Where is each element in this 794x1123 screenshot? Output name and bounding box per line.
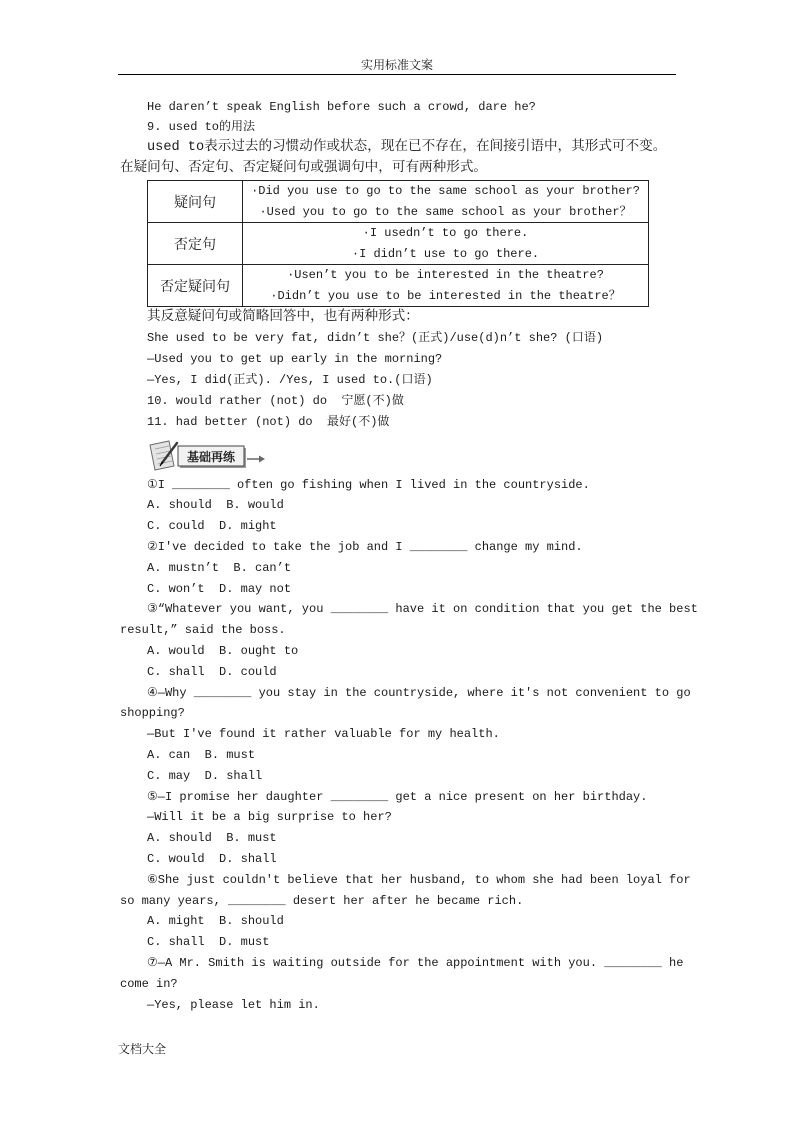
question-stem-line (120, 953, 720, 974)
question-stem-line (120, 683, 720, 704)
option-a: A. should (147, 831, 212, 846)
page-footer-text: 文档大全 (118, 1042, 167, 1056)
option-b: B. must (226, 831, 277, 846)
options-row (120, 828, 720, 849)
option-c: C. may (147, 768, 191, 783)
dialogue-reply: —Yes, please let him in. (147, 997, 320, 1012)
option-c: C. would (147, 851, 205, 866)
option-a: A. mustn’t (147, 560, 220, 575)
header-divider (118, 74, 676, 75)
options-row (120, 558, 720, 579)
option-c: C. won’t (147, 581, 205, 596)
question-stem-continuation: shopping? (120, 706, 185, 721)
options-row (120, 495, 720, 516)
option-b: B. would (226, 498, 284, 513)
dialogue-line: —Used you to get up early in the morning? (147, 352, 443, 367)
option-a: A. should (147, 498, 212, 513)
option-a: A. might (147, 914, 205, 929)
note-line: 其反意疑问句或简略回答中，也有两种形式： (147, 309, 419, 325)
option-a: A. can (147, 747, 191, 762)
question-stem-text: “Whatever you want, you ________ have it on condition that you get the best (157, 602, 698, 617)
question-stem-line (120, 537, 720, 558)
option-d: D. shall (204, 768, 263, 783)
option-d: D. might (219, 519, 277, 534)
question-stem-line (120, 787, 720, 808)
options-row (120, 849, 720, 870)
option-c: C. shall (147, 664, 205, 679)
explanation-line: used to表示过去的习惯动作或状态，现在已不存在，在间接引语中，其形式可不变。 (147, 140, 667, 156)
notebook-pen-icon (150, 441, 177, 470)
option-b: B. ought to (219, 643, 299, 658)
example-line: ·Used you to go to the same school as your brother？ (259, 204, 632, 219)
explanation-line: 在疑问句、否定句、否定疑问句或强调句中，可有两种形式。 (120, 160, 488, 176)
dialogue-reply: —Will it be a big surprise to her? (147, 810, 392, 825)
question-stem-continuation: result,” said the boss. (120, 623, 286, 638)
example-line: ·Didn’t you use to be interested in the theatre？ (270, 288, 621, 303)
question-number: ⑦ (147, 955, 158, 970)
sentence-type-cell: 疑问句 (148, 181, 243, 222)
arrow-right-icon (247, 456, 265, 463)
grammar-intro (120, 97, 720, 180)
example-line: ·I usedn’t to go there. (362, 226, 529, 240)
table-row (148, 264, 648, 306)
example-line: ·I didn’t use to go there. (351, 246, 540, 261)
section-heading-had-better: 11. had better (not) do 最好(不)做 (147, 414, 390, 429)
examples-cell (243, 265, 648, 306)
dialogue-line: —Yes, I did(正式). /Yes, I used to.(口语) (147, 372, 433, 387)
note-line: She used to be very fat, didn’t she？(正式)/use(d)n’t she? (口语) (147, 331, 604, 346)
options-row (120, 662, 720, 683)
example-line: ·Usen’t you to be interested in the theatre? (287, 268, 604, 282)
question-number: ④ (147, 685, 158, 700)
options-row (120, 745, 720, 766)
question-stem-text: She just couldn't believe that her husband, to whom she had been loyal for (157, 872, 691, 887)
exercise-banner (147, 439, 267, 471)
table-row (148, 181, 648, 222)
question-stem-line (120, 870, 720, 891)
option-b: B. must (204, 747, 256, 762)
question-stem-text: —A Mr. Smith is waiting outside for the appointment with you. ________ he (157, 955, 684, 970)
options-row (120, 579, 720, 600)
question-number: ③ (147, 602, 158, 617)
option-d: D. could (219, 664, 277, 679)
question-number: ⑥ (147, 872, 158, 887)
options-row (120, 516, 720, 537)
question-stem-text: —Why ________ you stay in the countryside, where it's not convenient to go (157, 685, 691, 700)
question-stem-text: I ________ often go fishing when I lived in the countryside. (157, 477, 590, 492)
used-to-forms-table (147, 180, 649, 307)
options-row (120, 641, 720, 662)
question-stem-continuation: so many years, ________ desert her after he became rich. (120, 893, 524, 908)
examples-cell (243, 181, 648, 222)
options-row (120, 932, 720, 953)
exercise-banner-graphic (147, 439, 267, 471)
grammar-notes (120, 308, 720, 433)
option-d: D. shall (219, 851, 277, 866)
option-a: A. would (147, 643, 205, 658)
option-c: C. shall (147, 935, 205, 950)
option-b: B. should (219, 914, 284, 929)
option-b: B. can’t (233, 560, 292, 575)
question-number: ⑤ (147, 789, 158, 804)
option-d: D. may not (219, 581, 292, 596)
dialogue-reply: —But I've found it rather valuable for my health. (147, 727, 500, 742)
exercise-questions (120, 475, 720, 1016)
section-heading-would-rather: 10. would rather (not) do 宁愿(不)做 (147, 393, 404, 408)
question-number: ① (147, 477, 158, 492)
examples-cell (243, 223, 648, 264)
page-header-title: 实用标准文案 (360, 58, 433, 72)
section-heading-used-to: 9. used to的用法 (147, 120, 256, 135)
example-sentence: He daren’t speak English before such a crowd, dare he? (147, 99, 536, 114)
question-stem-continuation: come in? (120, 976, 178, 991)
options-row (120, 911, 720, 932)
sentence-type-cell: 否定句 (148, 223, 243, 264)
question-stem-line (120, 599, 720, 620)
banner-label-box (178, 446, 246, 468)
sentence-type-cell: 否定疑问句 (148, 265, 243, 306)
question-stem-text: —I promise her daughter ________ get a nice present on her birthday. (157, 789, 648, 804)
question-stem-line (120, 475, 720, 496)
question-stem-text: I've decided to take the job and I ________ change my mind. (157, 539, 583, 554)
banner-label: 基础再练 (186, 450, 236, 464)
question-number: ② (147, 539, 158, 554)
example-line: ·Did you use to go to the same school as your brother? (251, 184, 640, 198)
option-d: D. must (219, 935, 270, 950)
table-row (148, 222, 648, 264)
option-c: C. could (147, 519, 205, 534)
options-row (120, 766, 720, 787)
